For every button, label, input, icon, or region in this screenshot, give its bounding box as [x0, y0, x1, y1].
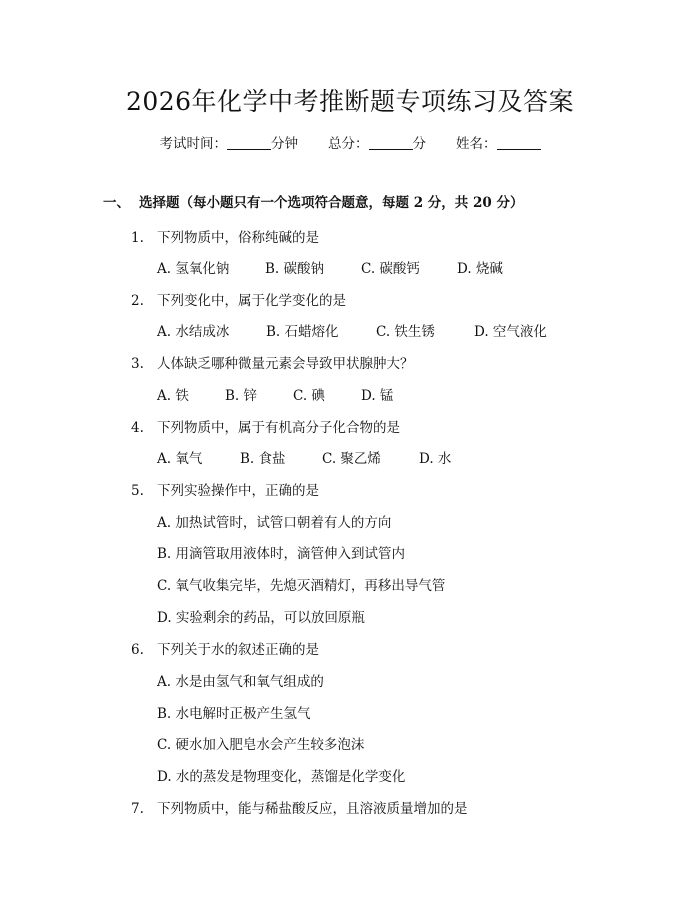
option: A. 加热试管时，试管口朝着有人的方向: [157, 515, 392, 531]
option: D. 水: [419, 451, 452, 467]
question-2: 2. 下列变化中，属于化学变化的是: [131, 293, 346, 309]
option: A. 氢氧化钠: [157, 261, 230, 277]
options-3: [157, 384, 393, 404]
option: C. 聚乙烯: [322, 451, 381, 467]
option: B. 石蜡熔化: [266, 324, 339, 340]
option: D. 水的蒸发是物理变化，蒸馏是化学变化: [157, 769, 406, 785]
page-title: 2026年化学中考推断题专项练习及答案: [125, 87, 575, 116]
exam-score: 总分： 分: [328, 136, 426, 152]
option: A. 铁: [157, 388, 189, 404]
option: B. 水电解时正极产生氢气: [157, 706, 311, 722]
option: D. 锰: [361, 388, 394, 404]
option: B. 碳酸钠: [265, 261, 325, 277]
name-blank: [497, 137, 541, 150]
section-heading: 一、 选择题（每小题只有一个选项符合题意，每题 2 分，共 20 分）: [103, 195, 524, 211]
exam-info: [0, 132, 700, 152]
option: B. 锌: [225, 388, 258, 404]
time-blank: [227, 137, 271, 150]
question-7: 7. 下列物质中，能与稀盐酸反应，且溶液质量增加的是: [131, 801, 468, 817]
question-4: 4. 下列物质中，属于有机高分子化合物的是: [131, 420, 400, 436]
option: C. 硬水加入肥皂水会产生较多泡沫: [157, 737, 365, 753]
exam-time: 考试时间： 分钟: [159, 136, 298, 152]
option: C. 碘: [293, 388, 325, 404]
question-6: 6. 下列关于水的叙述正确的是: [131, 642, 319, 658]
options-4: [157, 447, 451, 467]
option: D. 烧碱: [457, 261, 503, 277]
options-2: [157, 320, 547, 340]
option: D. 空气液化: [474, 324, 547, 340]
question-1: 1. 下列物质中，俗称纯碱的是: [131, 230, 319, 246]
option: A. 氧气: [157, 451, 203, 467]
exam-name: 姓名：: [456, 132, 541, 152]
question-3: 3. 人体缺乏哪种微量元素会导致甲状腺肿大？: [131, 356, 414, 372]
option: D. 实验剩余的药品，可以放回原瓶: [157, 610, 365, 626]
option: B. 用滴管取用液体时，滴管伸入到试管内: [157, 546, 406, 562]
option: C. 氧气收集完毕，先熄灭酒精灯，再移出导气管: [157, 578, 446, 594]
option: C. 碳酸钙: [361, 261, 420, 277]
option: B. 食盐: [240, 451, 286, 467]
option: A. 水是由氢气和氧气组成的: [157, 674, 324, 690]
options-1: [157, 257, 503, 277]
option: C. 铁生锈: [376, 324, 435, 340]
option: A. 水结成冰: [157, 324, 230, 340]
score-blank: [369, 137, 413, 150]
question-5: 5. 下列实验操作中，正确的是: [131, 483, 319, 499]
